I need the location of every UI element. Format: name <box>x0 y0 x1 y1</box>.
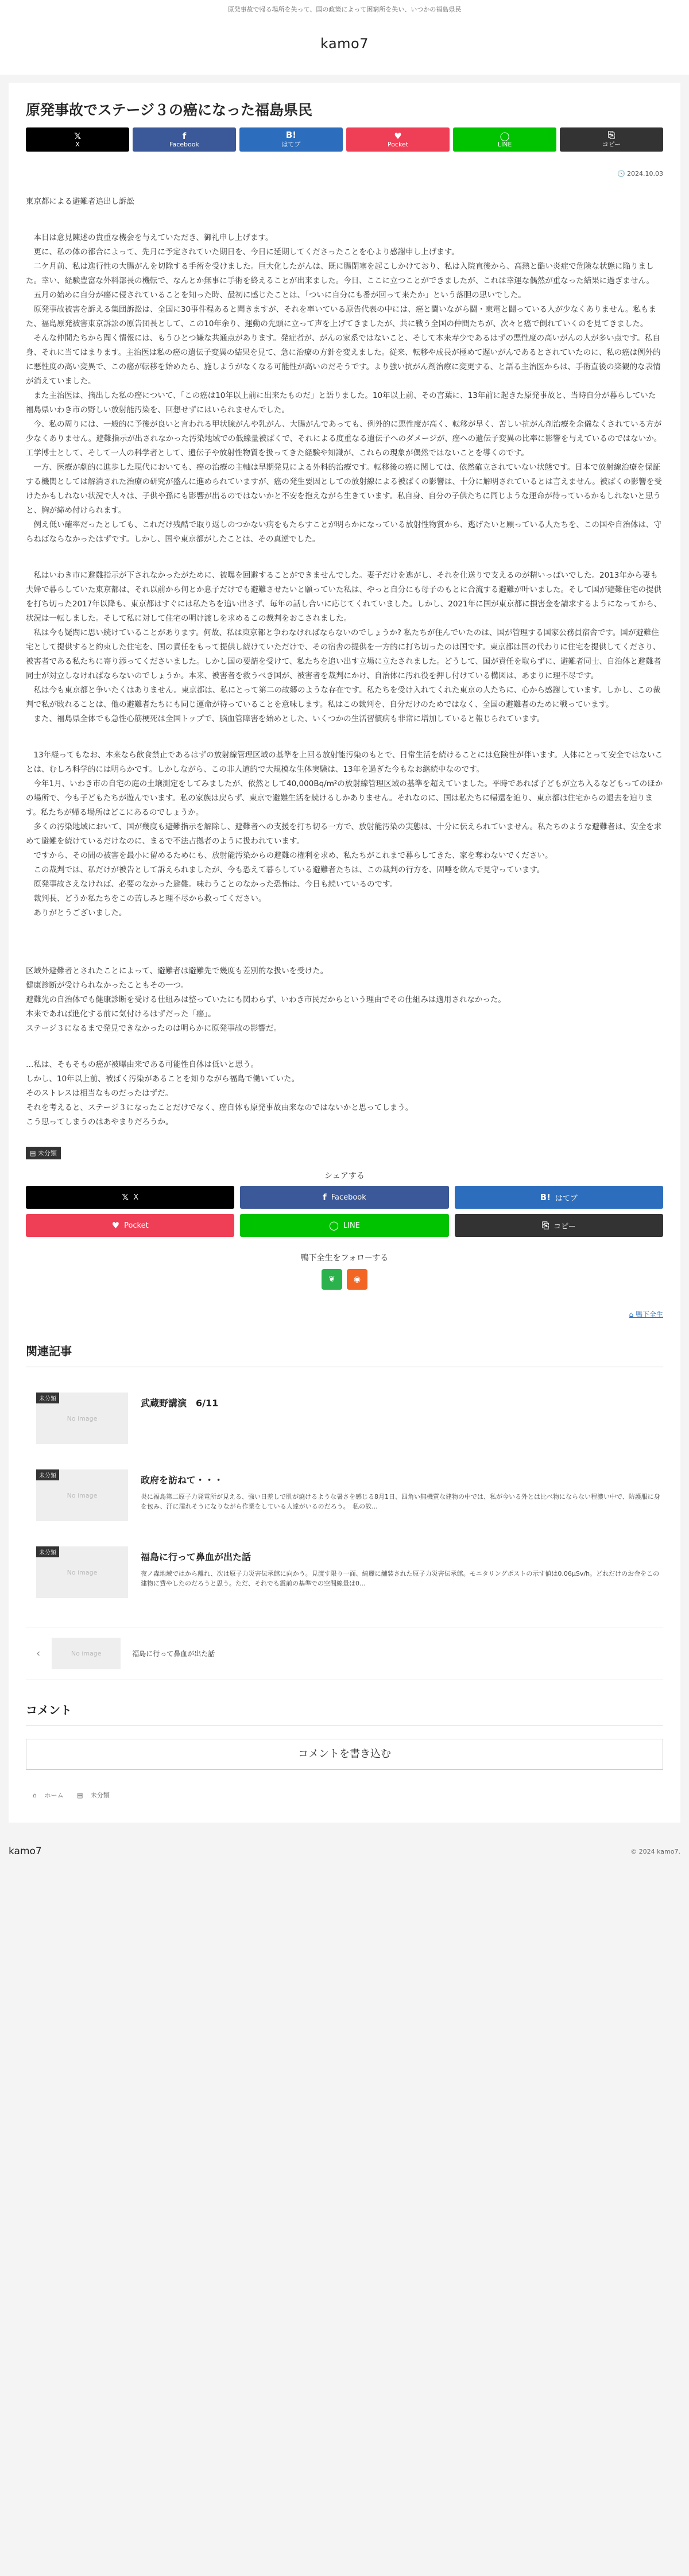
home-icon: ⌂ <box>33 1792 39 1799</box>
article-paragraph: 私はいわき市に避難指示が下されなかったがために、被曝を回避することができませんでした。妻子だけを逃がし、それを仕送りで支えるのが精いっぱいでした。2013年から妻も夫婦で暮らしていた東京都は、それ以前から何とか息子だけでも避難させたいと願っていた私は、やっと自分にも母子のもとに合流する避難が叶いました。そして国が避難住宅の提供を打ち切った2017年以降も、東京都はすぐには私たちを追い出さず、毎年の話し合いに応じてくれていました。しかし、2021年に国が東京都に損害金を請求するようになってから、状況は一転しました。そして私に対して住宅の明け渡しを求めるこの裁判をおこされました。 <box>26 571 662 623</box>
related-item[interactable] <box>26 1469 663 1521</box>
article-paragraph: 多くの汚染地域において、国が幾度も避難指示を解除し、避難者への支援を打ち切る一方で、放射能汚染の実態は、十分に伝えられていません。私たちのような避難者は、安全を求めて避難を続けているだけなのに、まるで不法占拠者のように扱われています。 <box>26 822 662 846</box>
share-heading: シェアする <box>324 1171 365 1181</box>
main-content <box>9 83 680 1823</box>
article-paragraph: 原発事故被害を訴える集団訴訟は、全国に30事件程あると聞きますが、それを率いている原告代表の中には、癌と闘いながら闘・東電と闘っている人が少なくありません。私もまた、福島原発被害東京訴訟の原告団長として、この10年余り、運動の先頭に立って声を上げてきましたが、共に戦う全国の仲間たちが、次々と癌で倒れていくのを見てきました。 <box>26 305 656 328</box>
article-paragraph: 例え低い確率だったとしても、これだけ残酷で取り返しのつかない病をもたらすことが明らかになっている放射性物質から、逃げたいと願っている人たちを、この国や自治体は、守らねばならなかったはずです。しかし、国や東京都がしたことは、その真逆でした。 <box>26 520 661 544</box>
article-paragraph: この裁判では、私だけが被告として訴えられましたが、今も恐えて暮らしている避難者たちは、この裁判の行方を、固唾を飲んで見守っています。 <box>26 865 545 875</box>
share-x-button[interactable]: 𝕏 X <box>26 127 129 152</box>
article-paragraph: 五月の始めに自分が癌に侵されていることを知った時、最初に感じたことは、「ついに自分にも番が回って来たか」という落胆の思いでした。 <box>26 291 526 300</box>
related-thumbnail[interactable]: 未分類 No image <box>36 1469 128 1521</box>
share-x-button[interactable]: 𝕏 X <box>26 1186 234 1209</box>
article-paragraph: 健康診断が受けられなかったこともその一つ。 <box>26 981 188 990</box>
prev-post-link[interactable] <box>26 1627 663 1680</box>
related-item[interactable] <box>26 1393 663 1444</box>
breadcrumb-home[interactable]: ⌂ ホーム <box>33 1792 64 1799</box>
share-pocket-button[interactable]: ♥ Pocket <box>26 1214 234 1237</box>
related-title[interactable]: 政府を訪ねて・・・ <box>141 1475 223 1486</box>
prev-post-thumbnail: No image <box>52 1638 121 1669</box>
related-snippet: 夜ノ森地域ではから離れ、次は原子力災害伝承館に向かう。見渡す限り一面、綺麗に舗装された原子力災害伝承館。モニタリングポストの示す値は0.06μSv/h。どれだけのお金をこの建物に費やしたのだろうと思う。ただ、それでも震前の基準での空間線量は0... <box>141 1570 660 1587</box>
site-logo[interactable]: kamo7 <box>320 36 369 52</box>
copyright: © 2024 kamo7. <box>630 1847 680 1855</box>
line-icon: ◯ <box>329 1220 339 1231</box>
article-paragraph: 原発事故さえなければ、必要のなかった避難。味わうことのなかった恐怖は、今日も続いているのです。 <box>26 880 397 889</box>
article-paragraph: こう思ってしまうのはあやまりだろうか。 <box>26 1117 173 1127</box>
related-thumbnail[interactable]: 未分類 No image <box>36 1393 128 1444</box>
related-item[interactable] <box>26 1546 663 1598</box>
article-paragraph: そのストレスは相当なものだったはずだ。 <box>26 1089 173 1098</box>
share-buttons-top <box>26 127 663 152</box>
copy-icon: ⎘ <box>542 1220 549 1231</box>
article-paragraph: そんな仲間たちから聞く情報には、もうひとつ嫌な共通点があります。発症者が、がんの家系ではないこと、そして本来寿少であるはずの悪性度の高いがんの人が多い点です。私自身、それに当てはまります。主治医は私の癌の遺伝子変異の結果を見て、急に治療の方針を変えました。従来、転移や成長が極めて遅いがんであるとされていたのに、私の癌は例外的に悪性度の高い変異で、この癌が転移を始めたら、施しようがなくなる可能性が高いのだそうです。より強い抗がん剤治療に変更する、と語る主治医からは、手術直後の楽観的な表情が消えていました。 <box>26 334 661 386</box>
paragraph-spacer <box>26 1036 663 1058</box>
copy-icon: ⎘ <box>607 130 615 140</box>
paragraph-spacer <box>26 726 663 748</box>
article-paragraph: 私は今も疑問に思い続けていることがあります。何故、私は東京都と争わなければならないのでしょうか? 私たちが住んでいたのは、国が管理する国家公務員宿舎です。国が避難住宅として提供すると約束した住宅を、国の責任をもって提供し続けていただけで、その宿舎の提供を一方的に打ち切ったのは国です。東京都は国の代わりに住宅を提供してくださり、被害者である私たちに寄り添ってくださいました。しかし国の要請を受けて、私たちを追い出す立場に立たされました。どうして、国が責任を取らずに、避難者同士、自治体と避難者同士が対立しなければならないのでしょうか。本来、被害者を救うべき国が、被害者を裁判にかけ、自治体に汚れ役を押し付けている構図は、あまりに理不尽です。 <box>26 628 661 680</box>
share-line-button[interactable]: ◯ LINE <box>240 1214 448 1237</box>
article-paragraph: 今年1月、いわき市の自宅の庭の土壌測定をしてみましたが、依然として40,000Bq/m²の放射線管理区域の基準を超えていました。平時であれば子どもが立ち入るなどもってのほかの場所で、今も子どもたちが遊んでいます。私の家族は戻らず、東京で避難生活を続けるしかありません。それなのに、国は私たちに帰還を迫り、東京都は住宅からの退去を迫ります。私たちが帰る場所はどこにあるのでしょうか。 <box>26 779 663 817</box>
line-icon: ◯ <box>500 130 510 141</box>
article-paragraph: また、福島県全体でも急性心筋梗死は全国トップで、脳血管障害を始めとした、いくつかの生活習慣病も非常に増加していると報じられています。 <box>26 714 545 724</box>
paragraph-spacer <box>26 942 663 964</box>
article-paragraph: 二ケ月前、私は進行性の大腸がんを切除する手術を受けました。巨大化したがんは、既に腸閉塞を起こしかけており、私は入院直後から、高熱と酷い炎症で危険な状態に陥りました。幸い、経験豊富な外科部長の機転で、なんとか無事に手術を終えることが出来ました。今日、ここに立つことができましたが、これは幸運な偶然が重なった結果に過ぎません。 <box>26 262 655 285</box>
article-paragraph: 本来であれば進化する前に気付けるはずだった「癌」。 <box>26 1009 216 1019</box>
x-icon: 𝕏 <box>73 130 82 141</box>
share-facebook-button[interactable]: f Facebook <box>133 127 236 152</box>
write-comment-button[interactable]: コメントを書き込む <box>26 1739 663 1770</box>
site-footer <box>9 1840 680 1867</box>
related-heading: 関連記事 <box>26 1342 663 1367</box>
follow-heading: 鴨下全生をフォローする <box>300 1254 389 1263</box>
comment-heading: コメント <box>26 1701 663 1726</box>
related-title[interactable]: 武蔵野講演 6/11 <box>141 1398 219 1409</box>
paragraph-spacer <box>26 547 663 568</box>
share-hatena-button[interactable]: B! はてブ <box>239 127 343 152</box>
article-paragraph: 避難先の自治体でも健康診断を受ける仕組みは整っていたにも関わらず、いわき市民だからという理由でその仕組みは適用されなかった。 <box>26 995 506 1004</box>
article-paragraph: それを考えると、ステージ３になったことだけでなく、癌自体も原発事故由来なのではないかと思ってしまう。 <box>26 1103 413 1112</box>
chevron-left-icon: ‹ <box>36 1647 41 1660</box>
share-copy-button[interactable]: ⎘ コピー <box>560 127 663 152</box>
site-tagline: 原発事故で帰る場所を失って、国の政策によって困窮所を失い、いつかの福島県民 <box>227 6 462 13</box>
share-section-bottom <box>26 1170 663 1237</box>
hatena-icon: B! <box>540 1192 551 1202</box>
prev-post-title: 福島に行って鼻血が出た話 <box>132 1650 215 1658</box>
share-line-button[interactable]: ◯ LINE <box>453 127 556 152</box>
footer-logo[interactable]: kamo7 <box>9 1846 42 1857</box>
author-link[interactable]: ⌂ 鴨下全生 <box>629 1310 663 1318</box>
category-badge[interactable]: ▤ 未分類 <box>26 1147 61 1159</box>
article-paragraph: …私は、そもそもの癌が被曝由来である可能性自体は低いと思う。 <box>26 1060 258 1069</box>
pocket-icon: ♥ <box>394 130 402 141</box>
share-buttons-bottom <box>26 1186 663 1237</box>
follow-icons <box>26 1269 663 1290</box>
related-snippet: 炎に福島第二原子力発電所が見える、強い日差しで肌が焼けるような暑さを感じる8月1日、四角い無機質な建物の中では、私が今いる外とは比べ物にならない程濃い中で、防護服に身を包み、汗に濡れそうになりながら作業をしている人達がいるのだろう。 私の故... <box>141 1493 660 1510</box>
article-paragraph: 本日は意見陳述の貴重な機会を与えていただき、御礼申し上げます。 <box>26 233 273 242</box>
follow-section <box>26 1252 663 1290</box>
folder-icon: ▤ <box>76 1792 85 1799</box>
article-paragraph: 今、私の周りには、一般的に予後が良いと言われる甲状腺がんや乳がん、大腸がんであっても、例外的に悪性度が高く、転移が早く、苦しい抗がん剤治療を余儀なくされている方が少なくありません。避難指示が出されなかった汚染地域での低線量被ばくで、それによる度重なる遺伝子へのダメージが、癌への遺伝子変異の比率に影響を与えているのではないか。工学博士として、そして一人の科学者として、遺伝子や放射性物質を扱ってきた経験や知識が、これらの現象が偶然ではないことを導くのです。 <box>26 420 662 458</box>
article-paragraph: 13年経ってもなお、本来なら飲食禁止であるはずの放射線管理区域の基準を上回る放射能汚染のもとで、日常生活を続けることには危険性が伴います。人体にとって安全ではないことは、むしろ科学的には明らかです。しかしながら、この非人道的で大規模な生体実験は、13年を過ぎた今もなお継続中なのです。 <box>26 751 663 774</box>
share-facebook-button[interactable]: f Facebook <box>240 1186 448 1209</box>
article-paragraph: また主治医は、摘出した私の癌について、「この癌は10年以上前に出来たものだ」と語りました。10年以上前、その言葉に、13年前に起きた原発事故と、当時自分が暮らしていた福島県いわき市の野しい放射能汚染を、回想せずにはいられませんでした。 <box>26 391 656 415</box>
hatena-icon: B! <box>285 130 297 140</box>
x-icon: 𝕏 <box>122 1192 129 1202</box>
post-date: 🕓 2024.10.03 <box>617 170 663 177</box>
article-paragraph: ありがとうございました。 <box>26 908 127 918</box>
article-paragraph: しかし、10年以上前、被ばく汚染があることを知りながら福島で働いていた。 <box>26 1074 300 1084</box>
facebook-icon: f <box>323 1192 327 1202</box>
site-header <box>0 0 689 75</box>
article-paragraph: ステージ３になるまで発見できなかったのは明らかに原発事故の影響だ。 <box>26 1024 281 1033</box>
related-thumbnail[interactable]: 未分類 No image <box>36 1546 128 1598</box>
article-paragraph: ですから、その間の被害を最小に留めるためにも、放射能汚染からの避難の権利を求め、私たちがこれまで暮らしてきた、家を奪わないでください。 <box>26 851 553 860</box>
article-paragraph: 一方、医療が劇的に進歩した現代においても、癌の治療の主軸は早期発見による外科的治療です。転移後の癌に関しては、依然確立されていない状態です。日本で放射線治療を保証する機関としては解消された治療の研究が盛んに進められていますが、癌の発生要因としての放射線による被ばくの影響は、十分に解明されているとは言えません。被ばくの影響を受けたかもしれない状況で人々は、子供や孫にも影響が出るのではないかと不安を抱えながら生きています。私自身、自分の子供たちに同じような運命が待っているかもしれないと思うと、胸が締め付けられます。 <box>26 463 662 515</box>
article-paragraph: 区域外避難者とされたことによって、避難者は避難先で幾度も差別的な扱いを受けた。 <box>26 966 328 976</box>
share-copy-button[interactable]: ⎘ コピー <box>455 1214 663 1237</box>
share-pocket-button[interactable]: ♥ Pocket <box>346 127 450 152</box>
rss-icon[interactable]: ◉ <box>347 1269 367 1290</box>
related-title[interactable]: 福島に行って鼻血が出た話 <box>141 1552 251 1562</box>
article-paragraph: 東京都による避難者追出し訴訟 <box>26 197 134 206</box>
breadcrumb-category[interactable]: ▤ 未分類 <box>76 1792 110 1799</box>
article-paragraph: 更に、私の体の都合によって、先月に予定されていた期日を、今日に延期してくださったことを心より感謝申し上げます。 <box>26 247 459 257</box>
article-title: 原発事故でステージ３の癌になった福島県民 <box>26 102 313 118</box>
pocket-icon: ♥ <box>111 1220 120 1231</box>
folder-icon: ▤ <box>30 1150 38 1157</box>
article-paragraph: 私は今も東京都と争いたくはありません。東京都は、私にとって第二の故郷のような存在です。私たちを受け入れてくれた東京の人たちに、心から感謝しています。しかし、この裁判で私が敗れることは、他の避難者たちにも同じ運命が待っていることを意味します。私はこの裁判を、自分だけのためではなく、全国の避難者のために戦っています。 <box>26 686 661 709</box>
article-body <box>26 195 663 1130</box>
article-paragraph: 裁判長、どうか私たちをこの苦しみと理不尽から救ってください。 <box>26 894 266 903</box>
clock-icon: 🕓 <box>617 170 626 177</box>
feedly-icon[interactable]: ❦ <box>322 1269 342 1290</box>
paragraph-spacer <box>26 920 663 942</box>
paragraph-spacer <box>26 209 663 231</box>
facebook-icon: f <box>182 130 187 141</box>
breadcrumb <box>26 1790 663 1800</box>
share-hatena-button[interactable]: B! はてブ <box>455 1186 663 1209</box>
user-icon: ⌂ <box>629 1310 636 1318</box>
